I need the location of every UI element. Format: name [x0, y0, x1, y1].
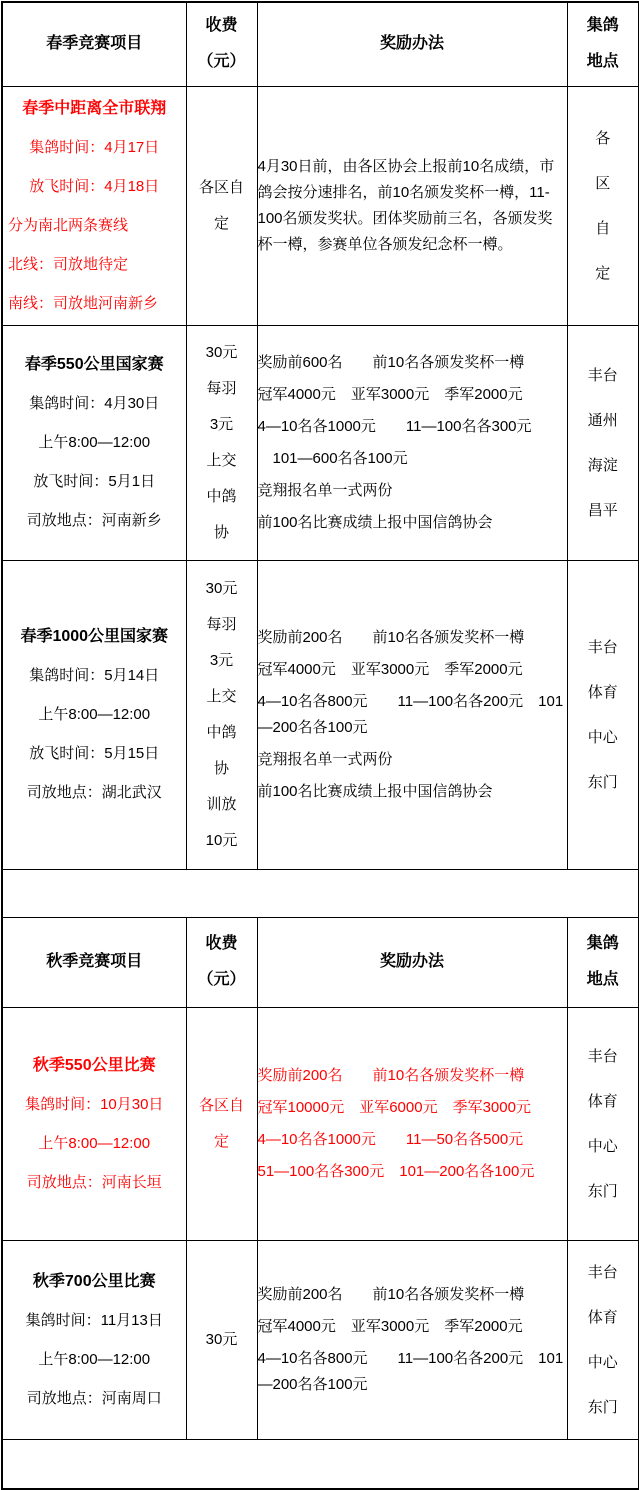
header-label: 奖励办法 — [379, 953, 444, 970]
reward-line: 奖励前200名 前10名各颁发奖杯一樽 — [257, 628, 525, 646]
reward-line: 4月30日前，由各区协会上报前10名成绩，市鸽会按分速排名，前10名颁发奖杯一樽，11-100名颁发奖状。团体奖励前三名，各颁发奖杯一樽，参赛单位各颁发纪念杯一樽。 — [257, 157, 555, 253]
fee-line: 定 — [213, 214, 229, 232]
location-line: 通州 — [587, 411, 618, 429]
project-title: 秋季550公里比赛 — [32, 1056, 156, 1074]
header-label: 奖励办法 — [379, 35, 444, 53]
project-detail-line: 上午8:00—12:00 — [38, 434, 151, 451]
location-cell — [567, 1240, 639, 1439]
table-row — [2, 325, 639, 560]
location-line: 昌平 — [587, 501, 618, 519]
location-line: 各 — [595, 129, 611, 147]
project-detail-line: 集鸽时间：4月17日 — [29, 138, 160, 156]
header-label: 收费 — [205, 17, 238, 35]
competition-schedule-table — [1, 1, 639, 1490]
location-cell — [567, 325, 639, 560]
reward-line: 奖励前200名 前10名各颁发奖杯一樽 — [257, 1285, 525, 1303]
project-detail-line: 上午8:00—12:00 — [38, 1350, 151, 1368]
fee-cell — [186, 1007, 257, 1240]
header-label: 秋季竞赛项目 — [46, 953, 143, 970]
header-label: 春季竞赛项目 — [46, 35, 143, 53]
fee-line: 各区自 — [198, 178, 244, 196]
project-detail-line: 司放地点：湖北武汉 — [26, 784, 162, 801]
reward-line: 奖励前200名 前10名各颁发奖杯一樽 — [257, 1066, 525, 1084]
project-cell — [2, 86, 186, 325]
header-spring-project — [2, 2, 186, 86]
location-line: 定 — [595, 264, 611, 282]
autumn-header-row — [2, 917, 639, 1007]
project-detail-line: 集鸽时间：10月30日 — [25, 1095, 164, 1113]
header-label: 地点 — [586, 971, 619, 988]
location-cell — [567, 86, 639, 325]
reward-line: 冠军4000元 亚军3000元 季军2000元 — [257, 385, 523, 403]
table-row — [2, 1007, 639, 1240]
fee-line: 30元 — [205, 343, 238, 361]
project-detail-line: 集鸽时间：4月30日 — [29, 395, 160, 412]
reward-cell — [257, 325, 567, 560]
fee-cell — [186, 560, 257, 869]
fee-line: 中鸽 — [206, 487, 237, 505]
fee-cell — [186, 325, 257, 560]
reward-cell — [257, 86, 567, 325]
reward-line: 冠军4000元 亚军3000元 季军2000元 — [257, 660, 523, 678]
location-line: 丰台 — [587, 638, 618, 656]
location-cell — [567, 1007, 639, 1240]
project-detail-line: 分为南北两条赛线 — [8, 216, 129, 234]
location-line: 体育 — [587, 683, 618, 701]
project-detail-line: 放飞时间：5月1日 — [33, 473, 156, 490]
location-line: 体育 — [587, 1092, 618, 1110]
fee-line: 协 — [213, 759, 229, 777]
location-line: 体育 — [587, 1308, 618, 1326]
fee-line: 中鸽 — [206, 723, 237, 741]
table-row — [2, 86, 639, 325]
project-detail-line: 司放地点：河南周口 — [26, 1389, 162, 1407]
header-autumn-fee — [186, 917, 257, 1007]
fee-line: 每羽 — [206, 379, 237, 397]
location-line: 丰台 — [587, 1047, 618, 1065]
reward-line: 51—100名各300元 101—200名各100元 — [257, 1162, 535, 1180]
project-title: 春季550公里国家赛 — [24, 356, 164, 373]
fee-line: 3元 — [209, 415, 234, 433]
reward-line: 4—10名各1000元 11—50名各500元 — [257, 1130, 524, 1148]
project-detail-line: 上午8:00—12:00 — [38, 706, 151, 723]
reward-line: 前100名比赛成绩上报中国信鸽协会 — [257, 513, 493, 531]
fee-line: 上交 — [206, 451, 237, 469]
header-autumn-project — [2, 917, 186, 1007]
reward-line: 前100名比赛成绩上报中国信鸽协会 — [257, 782, 493, 800]
project-cell — [2, 560, 186, 869]
header-autumn-reward — [257, 917, 567, 1007]
reward-line: 冠军4000元 亚军3000元 季军2000元 — [257, 1317, 523, 1335]
project-title: 春季中距离全市联翔 — [22, 99, 167, 117]
spacer-row — [2, 1439, 639, 1489]
reward-line: 101—600名各100元 — [257, 449, 408, 467]
project-detail-line: 放飞时间：4月18日 — [29, 177, 160, 195]
reward-cell — [257, 560, 567, 869]
location-line: 海淀 — [587, 456, 618, 474]
header-spring-reward — [257, 2, 567, 86]
reward-line: 竞翔报名单一式两份 — [257, 750, 393, 768]
header-label: 集鸽 — [586, 935, 619, 952]
header-label: （元） — [197, 971, 246, 988]
project-detail-line: 上午8:00—12:00 — [38, 1134, 151, 1152]
project-cell — [2, 1240, 186, 1439]
reward-line: 4—10名各800元 11—100名各200元 101—200名各100元 — [257, 1349, 564, 1393]
project-detail-line: 司放地点：河南长垣 — [26, 1173, 162, 1191]
fee-line: 30元 — [205, 579, 238, 597]
reward-line: 竞翔报名单一式两份 — [257, 481, 393, 499]
header-label: （元） — [197, 53, 246, 71]
location-line: 丰台 — [587, 366, 618, 384]
table-row — [2, 560, 639, 869]
fee-line: 定 — [213, 1132, 229, 1150]
fee-line: 协 — [213, 523, 229, 541]
header-label: 集鸽 — [586, 17, 619, 35]
table-row — [2, 1240, 639, 1439]
location-line: 中心 — [587, 728, 618, 746]
reward-cell — [257, 1007, 567, 1240]
fee-line: 各区自 — [198, 1096, 244, 1114]
fee-line: 上交 — [206, 687, 237, 705]
project-title: 春季1000公里国家赛 — [20, 628, 169, 645]
location-cell — [567, 560, 639, 869]
spring-header-row — [2, 2, 639, 86]
fee-line: 30元 — [205, 1330, 238, 1348]
location-line: 中心 — [587, 1137, 618, 1155]
spacer-row — [2, 869, 639, 917]
fee-line: 10元 — [205, 831, 238, 849]
reward-line: 4—10名各800元 11—100名各200元 101—200名各100元 — [257, 692, 564, 736]
fee-line: 3元 — [209, 651, 234, 669]
fee-cell — [186, 1240, 257, 1439]
header-spring-location — [567, 2, 639, 86]
project-detail-line: 集鸽时间：5月14日 — [29, 667, 160, 684]
project-cell — [2, 1007, 186, 1240]
header-label: 收费 — [205, 935, 238, 952]
header-autumn-location — [567, 917, 639, 1007]
location-line: 东门 — [587, 1182, 618, 1200]
project-detail-line: 北线：司放地待定 — [8, 255, 129, 273]
reward-line: 4—10名各1000元 11—100名各300元 — [257, 417, 532, 435]
project-title: 秋季700公里比赛 — [32, 1272, 156, 1290]
project-detail-line: 集鸽时间：11月13日 — [25, 1311, 163, 1329]
fee-line: 训放 — [206, 795, 237, 813]
reward-cell — [257, 1240, 567, 1439]
spacer-cell — [2, 1439, 639, 1489]
spacer-cell — [2, 869, 639, 917]
project-detail-line: 南线：司放地河南新乡 — [8, 294, 159, 312]
location-line: 区 — [595, 174, 611, 192]
location-line: 中心 — [587, 1353, 618, 1371]
header-spring-fee — [186, 2, 257, 86]
location-line: 东门 — [587, 773, 618, 791]
fee-line: 每羽 — [206, 615, 237, 633]
project-cell — [2, 325, 186, 560]
project-detail-line: 放飞时间：5月15日 — [29, 745, 160, 762]
header-label: 地点 — [586, 53, 619, 71]
location-line: 自 — [595, 219, 611, 237]
reward-line: 冠军10000元 亚军6000元 季军3000元 — [257, 1098, 531, 1116]
location-line: 丰台 — [587, 1263, 618, 1281]
fee-cell — [186, 86, 257, 325]
project-detail-line: 司放地点：河南新乡 — [26, 512, 162, 529]
location-line: 东门 — [587, 1398, 618, 1416]
reward-line: 奖励前600名 前10名各颁发奖杯一樽 — [257, 353, 525, 371]
